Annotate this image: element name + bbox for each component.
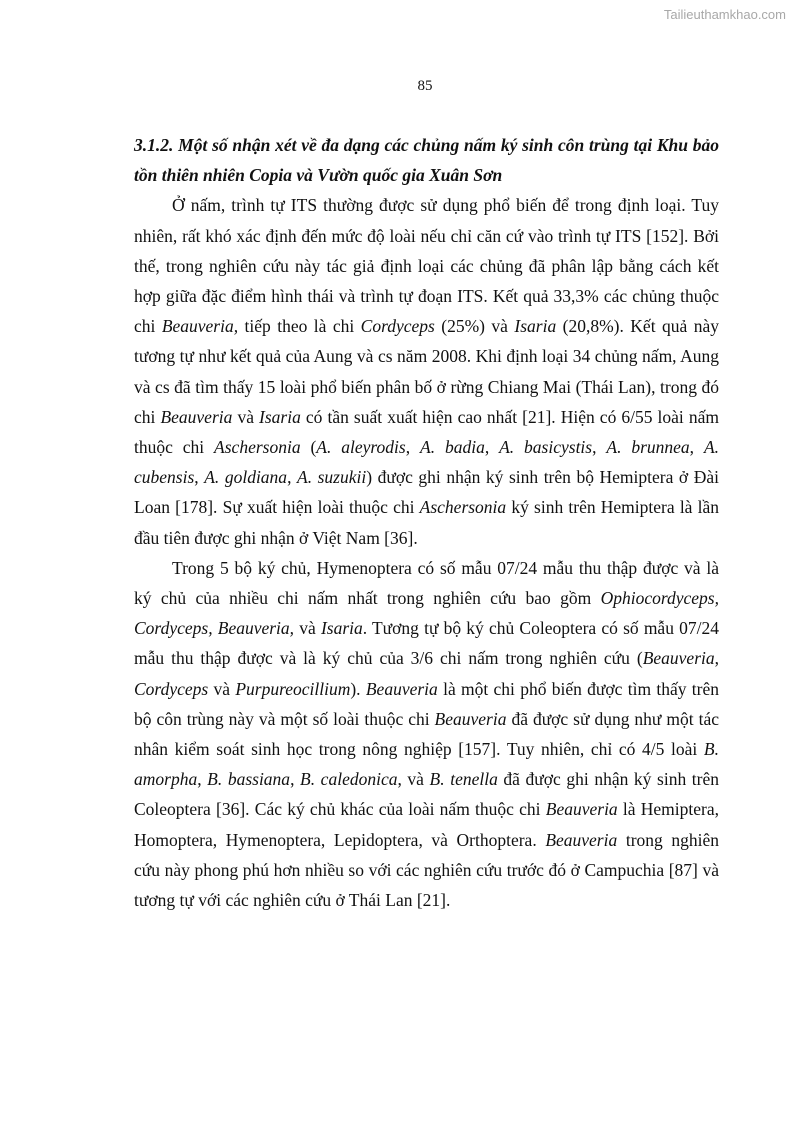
text-run: (25%) và: [434, 316, 515, 337]
text-run: . Tương tự bộ ký chủ Coleoptera có số mẫu 07/24 mẫu thu thập được và là ký chủ của 3/6 chi nấm trong nghiên cứu (: [134, 618, 719, 669]
italic-term: B. tenella: [429, 769, 498, 790]
italic-term: Beauveria: [545, 829, 618, 850]
italic-term: Beauveria: [545, 799, 618, 820]
italic-term: B. amorpha: [134, 739, 719, 790]
paragraph-1: [134, 190, 719, 552]
text-run: ,: [290, 769, 301, 790]
italic-term: Cordyceps: [134, 678, 209, 699]
text-run: Ở nấm, trình tự ITS thường được sử dụng phổ biến để trong định loại. Tuy nhiên, rất khó xác định đến mức độ loài nếu chỉ căn cứ vào trình tự ITS [152]. Bởi thế, trong nghiên cứu này tác giả định loại các chủng đã phân lập bằng cách kết hợp giữa đặc điểm hình thái và trình tự đoạn ITS. Kết quả 33,3% các chủng thuộc chi: [134, 195, 719, 337]
text-run: trong nghiên cứu này phong phú hơn nhiều so với các nghiên cứu trước đó ở Campuchia [87] và tương tự với các nghiên cứu ở Thái Lan [21].: [134, 829, 719, 911]
text-run: ,: [592, 437, 607, 458]
italic-term: Isaria: [259, 406, 301, 427]
text-run: (: [300, 437, 317, 458]
section-title: Một số nhận xét về đa dạng các chủng nấm ký sinh côn trùng tại Khu bảo tồn thiên nhiên Copia và Vườn quốc gia Xuân Sơn: [134, 135, 720, 186]
italic-term: B. bassiana: [207, 769, 291, 790]
text-run: Trong 5 bộ ký chủ, Hymenoptera có số mẫu 07/24 mẫu thu thập được và là ký chủ của nhiều chi nấm nhất trong nghiên cứu bao gồm: [134, 557, 719, 609]
italic-term: Ophiocordyceps, Cordyceps, Beauveria,: [134, 588, 719, 639]
text-run: tiếp theo là chi: [238, 316, 361, 337]
text-run: , và: [397, 769, 430, 790]
text-run: đã được sử dụng như một tác nhân kiểm soát sinh học trong nông nghiệp [157]. Tuy nhiên, chỉ có 4/5 loài: [134, 708, 719, 760]
text-run: ,: [197, 769, 208, 790]
italic-term: Isaria: [514, 316, 557, 337]
section-heading: [134, 130, 719, 190]
text-run: ,: [194, 467, 205, 488]
text-run: ,: [484, 437, 500, 458]
italic-term: Beauveria: [160, 406, 233, 427]
italic-term: A. suzukii: [297, 467, 367, 488]
italic-term: Beauveria: [434, 708, 507, 729]
italic-term: Beauveria: [365, 678, 438, 699]
italic-term: A. badia: [420, 437, 485, 458]
text-run: ,: [287, 467, 297, 488]
text-run: ,: [714, 648, 719, 669]
text-run: ) được ghi nhận ký sinh trên bộ Hemiptera ở Đài Loan [178]. Sự xuất hiện loài thuộc chi: [134, 467, 719, 518]
italic-term: B. caledonica: [300, 769, 398, 790]
italic-term: A. goldiana: [204, 467, 288, 488]
text-run: ).: [350, 678, 366, 699]
text-run: và: [294, 618, 321, 639]
italic-term: Purpureocillium: [235, 678, 351, 699]
italic-term: Beauveria,: [161, 316, 239, 337]
text-run: và: [208, 678, 236, 699]
italic-term: Cordyceps: [360, 316, 435, 337]
text-run: là một chi phổ biến được tìm thấy trên bộ côn trùng này và một số loài thuộc chi: [134, 678, 719, 729]
text-run: ký sinh trên Hemiptera là lần đầu tiên được ghi nhận ở Việt Nam [36].: [134, 497, 720, 548]
italic-term: Isaria: [320, 618, 363, 639]
italic-term: Aschersonia: [419, 497, 507, 518]
text-run: và: [232, 406, 260, 427]
italic-term: Beauveria: [642, 648, 715, 669]
italic-term: A. aleyrodis: [316, 437, 406, 458]
paragraph-2: [134, 553, 719, 915]
italic-term: Aschersonia: [214, 437, 301, 458]
text-run: là Hemiptera, Homoptera, Hymenoptera, Lepidoptera, và Orthoptera.: [134, 799, 720, 850]
text-run: đã được ghi nhận ký sinh trên Coleoptera [36]. Các ký chủ khác của loài nấm thuộc chi: [134, 769, 719, 820]
italic-term: A. basicystis: [499, 437, 593, 458]
watermark: Tailieuthamkhao.com: [663, 7, 786, 22]
italic-term: A. brunnea: [606, 437, 690, 458]
section-number: 3.1.2.: [134, 135, 174, 155]
text-run: ,: [405, 437, 420, 458]
italic-term: A. cubensis: [134, 437, 720, 488]
document-body: [134, 130, 719, 915]
text-run: ,: [689, 437, 704, 458]
text-run: (20,8%). Kết quả này tương tự như kết quả của Aung và cs năm 2008. Khi định loại 34 chủng nấm, Aung và cs đã tìm thấy 15 loài phổ biến phân bố ở rừng Chiang Mai (Thái Lan), trong đó chi: [134, 316, 719, 427]
page-number: 85: [417, 78, 433, 94]
text-run: có tần suất xuất hiện cao nhất [21]. Hiện có 6/55 loài nấm thuộc chi: [134, 406, 719, 458]
